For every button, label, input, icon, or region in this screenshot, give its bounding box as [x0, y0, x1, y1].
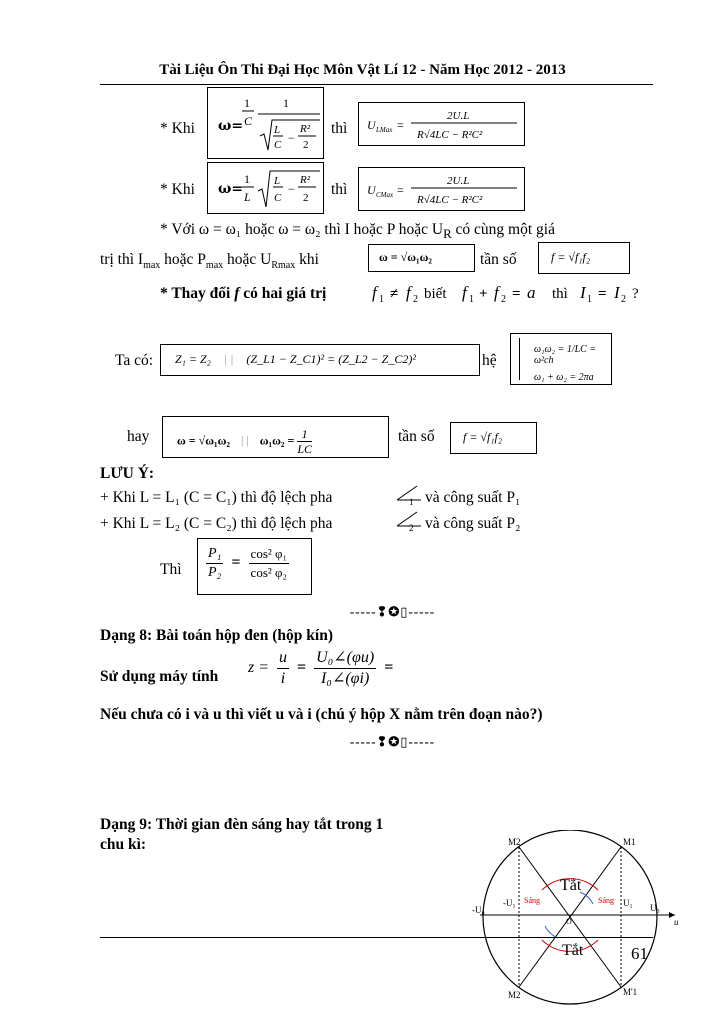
separator-1: -----❢✪▯-----	[349, 604, 436, 619]
khiL2-text: + Khi L = L₂ (C = C₂) thì độ lệch pha	[100, 515, 333, 532]
separator-2: -----❢✪▯-----	[349, 734, 436, 749]
U0: U₀∠(φu)	[314, 648, 376, 669]
cos1: cos² φ₁	[249, 545, 290, 564]
svg-text:I: I	[614, 283, 620, 302]
formula-box-ucmax	[358, 167, 525, 211]
svg-text:U: U	[367, 183, 376, 197]
svg-text:R²: R²	[300, 123, 311, 135]
svg-text:2: 2	[413, 294, 418, 305]
tri-b: hoặc P	[160, 251, 206, 268]
he-system	[519, 338, 611, 383]
thaydoi-formulas	[370, 278, 660, 308]
z-eq: z =	[248, 659, 270, 677]
f-f1f2-1: f = √f₁f₂	[551, 250, 591, 264]
svg-text:I: I	[580, 283, 586, 302]
label-u-axis: u	[674, 917, 679, 927]
svg-text:U: U	[367, 118, 376, 132]
hay-prod: ω₁ω₂ =	[259, 433, 295, 448]
label-u0: U₀	[650, 903, 660, 913]
svg-text:CMax: CMax	[376, 191, 394, 199]
tanso-label-1: tần số	[480, 251, 517, 268]
svg-text:2: 2	[303, 139, 309, 151]
omega-formula-1	[208, 88, 323, 158]
he-2: ω₁ + ω₂ = 2πa	[534, 372, 594, 383]
tri-line	[100, 251, 319, 271]
frac-num: 1	[297, 427, 312, 442]
svg-text:f: f	[462, 283, 467, 302]
taco-label: Ta có:	[115, 352, 154, 369]
thaydoi-b: có hai giá trị	[239, 285, 327, 302]
thi-label-2: thì	[331, 181, 348, 198]
label-sang-right: Sáng	[598, 896, 614, 905]
svg-text:a: a	[527, 283, 536, 302]
dang9-heading-1: Dạng 9: Thời gian đèn sáng hay tắt trong 1	[100, 816, 384, 833]
label-tat-top: Tắt	[560, 877, 582, 894]
khiL1-text: + Khi L = L₁ (C = C₁) thì độ lệch pha	[100, 489, 333, 506]
svg-text:?: ?	[632, 286, 639, 302]
tri-d: khi	[295, 251, 319, 268]
taco-formula: Z₁ = Z₂ | | (Z_L1 − Z_C1)² = (Z_L2 − Z_C2)²	[175, 352, 416, 366]
svg-text:R²: R²	[300, 174, 311, 186]
label-sang-left: Sáng	[524, 896, 540, 905]
formula-box-omega-1	[207, 87, 324, 159]
label-u1: U₁	[623, 898, 633, 908]
formula-box-p-ratio	[197, 538, 312, 595]
svg-text:=: =	[598, 286, 607, 302]
svg-text:f: f	[406, 283, 411, 302]
thaydoi-a: * Thay đổi	[160, 285, 235, 302]
formula-box-omega-w1w2	[368, 244, 475, 272]
thi-label-3: Thì	[160, 561, 182, 578]
thi-text: thì	[552, 286, 568, 302]
svg-text:1: 1	[409, 497, 414, 506]
svg-text:L: L	[244, 190, 251, 204]
svg-text:+: +	[479, 286, 488, 302]
zl-eq: (Z_L1 − Z_C1)² = (Z_L2 − Z_C2)²	[246, 352, 416, 366]
formula-box-omega-2	[207, 162, 324, 214]
label-m2-bot: M2	[508, 990, 521, 1000]
khi-label-2: * Khi	[160, 181, 195, 198]
svg-text:=: =	[397, 118, 404, 132]
p2: P₂	[208, 565, 222, 580]
dang9-heading-2: chu kì:	[100, 836, 147, 853]
footer-rule	[100, 937, 653, 938]
svg-text:2: 2	[621, 294, 626, 305]
label-neg-u0: -U₀	[472, 905, 485, 915]
ui0-frac	[314, 648, 376, 689]
svg-text:2U.L: 2U.L	[447, 175, 470, 187]
tri-c: hoặc U	[223, 251, 272, 268]
z-formula: z = $\frac{u}{i}$ = $\frac{\text{U₀∠(φu)}}{\text{I₀∠(φi)}}$ =	[248, 649, 394, 687]
he-label: hệ	[482, 352, 497, 369]
svg-text:f: f	[372, 283, 377, 302]
congsuat1-text: và công suất P₁	[425, 489, 521, 506]
khi-label-1: * Khi	[160, 120, 195, 137]
tri-max1: max	[143, 260, 161, 272]
svg-text:R√4LC − R²C²: R√4LC − R²C²	[417, 194, 483, 206]
svg-text:1: 1	[469, 294, 474, 305]
svg-text:L: L	[274, 124, 281, 136]
cos2: cos² φ₂	[250, 565, 288, 580]
svg-text:1: 1	[587, 294, 592, 305]
he-1: ω₁ω₂ = 1/LC = ω²ch	[534, 344, 597, 366]
p-frac	[206, 545, 223, 582]
hay-omega: ω = √ω₁ω₂	[177, 433, 230, 448]
svg-text:f: f	[494, 283, 499, 302]
label-origin: O	[566, 917, 572, 926]
hay-label: hay	[127, 428, 150, 445]
formula-box-taco	[160, 344, 480, 376]
svg-text:2U.L: 2U.L	[447, 110, 470, 122]
label-m2-top: M2	[508, 837, 521, 847]
I0: I₀∠(φi)	[321, 670, 370, 687]
label-m1-top: M1	[623, 837, 636, 847]
svg-text:2: 2	[409, 523, 414, 532]
svg-text:≠: ≠	[390, 286, 399, 302]
p1: P₁	[206, 545, 223, 564]
svg-text:−: −	[288, 131, 295, 145]
svg-text:1: 1	[244, 172, 250, 186]
svg-text:C: C	[274, 139, 282, 151]
luuy-heading: LƯU Ý:	[100, 465, 155, 482]
tri-max2: max	[205, 260, 224, 272]
svg-text:1: 1	[283, 96, 289, 110]
header-rule	[100, 84, 653, 85]
page-header: Tài Liệu Ôn Thi Đại Học Môn Vật Lí 12 - Năm Học 2012 - 2013	[159, 62, 566, 78]
cos-frac	[249, 545, 290, 582]
svg-text:=: =	[512, 286, 521, 302]
svg-text:1: 1	[244, 96, 250, 110]
svg-text:LMax: LMax	[376, 126, 393, 134]
sudung-text: Sử dụng máy tính	[100, 668, 219, 685]
svg-text:=: =	[397, 183, 404, 197]
voi-text: * Với ω = ω₁ hoặc ω = ω₂ thì I hoặc P hoặc U	[160, 221, 444, 238]
phi2-symbol	[395, 510, 425, 532]
dang8-heading: Dạng 8: Bài toán hộp đen (hộp kín)	[100, 627, 333, 644]
formula-box-ulmax	[358, 102, 525, 146]
hay-frac	[297, 427, 312, 456]
tanso-label-2: tần số	[398, 428, 435, 445]
circle-diagram	[470, 830, 685, 1020]
formula-box-hay	[162, 416, 389, 458]
svg-text:2: 2	[501, 294, 506, 305]
svg-text:C: C	[274, 192, 282, 204]
ui-frac	[277, 648, 289, 689]
svg-text:C: C	[244, 114, 253, 128]
formula-box-f1	[538, 242, 630, 274]
svg-text:R√4LC − R²C²: R√4LC − R²C²	[417, 129, 483, 141]
tri-a: trị thì I	[100, 251, 144, 268]
p-ratio: $\frac{\text{P₁}}{\text{P₂}}$ = $\frac{\text{cos² φ₁}}{\text{cos² φ₂}}$	[208, 546, 288, 580]
phi1-symbol	[395, 484, 425, 506]
thaydoi-line	[160, 285, 326, 303]
voi-end: có cùng một giá	[451, 221, 555, 238]
i: i	[280, 670, 286, 687]
ucmax-formula	[359, 168, 524, 210]
svg-text:−: −	[288, 182, 295, 196]
svg-text:ω=: ω=	[218, 118, 244, 134]
omega-formula-2	[208, 163, 323, 213]
biet-text: biết	[424, 286, 447, 302]
f-f1f2-2: f = √f₁f₂	[463, 430, 503, 444]
congsuat2-text: và công suất P₂	[425, 515, 521, 532]
voi-sub: R	[443, 226, 452, 242]
tri-rmax: Rmax	[271, 260, 296, 272]
omega-w1w2: ω = √ω₁ω₂	[379, 250, 432, 264]
svg-text:2: 2	[303, 192, 309, 204]
ulmax-formula	[359, 103, 524, 145]
label-m1-bot: M'1	[623, 987, 638, 997]
formula-box-f2	[450, 422, 537, 454]
frac-den: LC	[297, 442, 313, 456]
thaydoi-f: f	[234, 285, 240, 302]
label-tat-bot: Tắt	[562, 942, 584, 959]
u: u	[277, 648, 289, 669]
label-neg-u1: -U₁	[503, 898, 516, 908]
svg-text:1: 1	[379, 294, 384, 305]
neu-text: Nếu chưa có i và u thì viết u và i (chú ý hộp X nằm trên đoạn nào?)	[100, 706, 543, 723]
thi-label-1: thì	[331, 120, 348, 137]
voi-line	[160, 221, 555, 242]
z1z2: Z₁ = Z₂	[175, 352, 211, 366]
page-number: 61	[631, 944, 648, 963]
hay-formula: ω = √ω₁ω₂ | | ω₁ω₂ = $\frac{1}{LC}$	[177, 427, 313, 456]
svg-text:L: L	[274, 175, 281, 187]
formula-box-he	[510, 333, 612, 385]
svg-text:ω=: ω=	[218, 181, 244, 197]
